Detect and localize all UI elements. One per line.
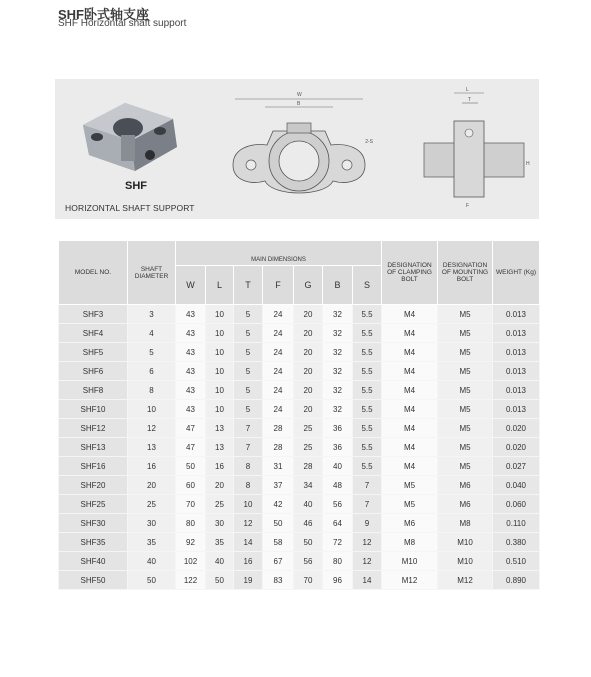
table-cell: 70 — [294, 571, 323, 590]
table-cell: 8 — [128, 381, 176, 400]
table-cell: 20 — [294, 305, 323, 324]
table-cell: 24 — [263, 305, 294, 324]
table-cell: 16 — [128, 457, 176, 476]
dim-label-s: 2-S — [365, 139, 373, 145]
col-main-dimensions: MAIN DIMENSIONS — [176, 241, 382, 266]
table-cell: 32 — [323, 343, 353, 362]
table-cell: 80 — [323, 552, 353, 571]
table-cell: 50 — [176, 457, 206, 476]
table-cell: 25 — [206, 495, 234, 514]
table-cell: 5.5 — [353, 343, 382, 362]
table-cell: 43 — [176, 381, 206, 400]
table-cell: 0.013 — [493, 305, 540, 324]
table-cell: 47 — [176, 438, 206, 457]
table-cell: 36 — [323, 438, 353, 457]
table-cell: 40 — [128, 552, 176, 571]
table-cell: M10 — [438, 533, 493, 552]
table-cell: 10 — [234, 495, 263, 514]
col-dim-b: B — [323, 266, 353, 305]
table-cell: 122 — [176, 571, 206, 590]
table-cell: 5.5 — [353, 305, 382, 324]
table-cell: M6 — [438, 476, 493, 495]
table-cell: M5 — [382, 476, 438, 495]
table-cell: 20 — [294, 362, 323, 381]
table-cell: 70 — [176, 495, 206, 514]
table-row — [59, 514, 540, 533]
table-cell: 36 — [323, 419, 353, 438]
table-cell: 50 — [206, 571, 234, 590]
table-cell: 5 — [234, 343, 263, 362]
table-cell: 31 — [263, 457, 294, 476]
col-clamping-bolt: DESIGNATION OF CLAMPING BOLT — [382, 241, 438, 305]
table-cell: 28 — [263, 438, 294, 457]
table-cell: 0.013 — [493, 381, 540, 400]
table-cell: 20 — [294, 400, 323, 419]
table-cell: M4 — [382, 438, 438, 457]
front-view-drawing — [225, 81, 373, 213]
table-cell: 50 — [128, 571, 176, 590]
model-cell: SHF8 — [59, 381, 128, 400]
table-cell: M5 — [438, 324, 493, 343]
table-cell: M4 — [382, 343, 438, 362]
table-cell: 92 — [176, 533, 206, 552]
table-cell: M10 — [438, 552, 493, 571]
table-cell: M5 — [438, 457, 493, 476]
dim-label-b: B — [297, 101, 301, 107]
model-cell: SHF16 — [59, 457, 128, 476]
product-photo — [65, 85, 185, 215]
table-row — [59, 438, 540, 457]
table-cell: 5.5 — [353, 324, 382, 343]
table-cell: 4 — [128, 324, 176, 343]
table-cell: 5.5 — [353, 362, 382, 381]
table-cell: 34 — [294, 476, 323, 495]
model-cell: SHF3 — [59, 305, 128, 324]
table-cell: M5 — [438, 381, 493, 400]
col-dim-w: W — [176, 266, 206, 305]
table-cell: 24 — [263, 381, 294, 400]
table-cell: 5.5 — [353, 438, 382, 457]
table-cell: 43 — [176, 343, 206, 362]
table-cell: 24 — [263, 343, 294, 362]
table-cell: 20 — [206, 476, 234, 495]
table-cell: M5 — [438, 419, 493, 438]
table-cell: 12 — [128, 419, 176, 438]
col-mounting-bolt: DESIGNATION OF MOUNTING BOLT — [438, 241, 493, 305]
table-cell: 48 — [323, 476, 353, 495]
table-cell: 40 — [206, 552, 234, 571]
table-row — [59, 305, 540, 324]
table-cell: 7 — [353, 476, 382, 495]
table-cell: M4 — [382, 457, 438, 476]
dim-label-f: F — [466, 203, 470, 209]
model-cell: SHF25 — [59, 495, 128, 514]
photo-caption: HORIZONTAL SHAFT SUPPORT — [65, 203, 195, 213]
table-cell: 80 — [176, 514, 206, 533]
table-cell: 67 — [263, 552, 294, 571]
table-cell: 8 — [234, 457, 263, 476]
table-cell: 10 — [206, 381, 234, 400]
table-cell: 60 — [176, 476, 206, 495]
model-cell: SHF10 — [59, 400, 128, 419]
table-cell: 35 — [206, 533, 234, 552]
table-cell: 0.510 — [493, 552, 540, 571]
table-cell: 19 — [234, 571, 263, 590]
table-cell: 5.5 — [353, 400, 382, 419]
table-cell: 5 — [234, 381, 263, 400]
dim-label-h: H — [526, 161, 530, 167]
table-cell: 5.5 — [353, 381, 382, 400]
table-cell: M10 — [382, 552, 438, 571]
table-cell: 43 — [176, 324, 206, 343]
table-cell: 13 — [128, 438, 176, 457]
spec-table — [58, 240, 540, 590]
table-cell: 5 — [128, 343, 176, 362]
table-cell: 0.013 — [493, 343, 540, 362]
table-cell: 50 — [263, 514, 294, 533]
table-cell: 16 — [234, 552, 263, 571]
table-cell: M8 — [382, 533, 438, 552]
table-cell: 0.380 — [493, 533, 540, 552]
side-view-drawing — [420, 81, 530, 213]
dim-label-w: W — [297, 92, 302, 98]
table-cell: 5 — [234, 324, 263, 343]
model-cell: SHF6 — [59, 362, 128, 381]
table-cell: 47 — [176, 419, 206, 438]
table-cell: 0.013 — [493, 400, 540, 419]
table-cell: 64 — [323, 514, 353, 533]
table-cell: M5 — [438, 305, 493, 324]
table-cell: 0.110 — [493, 514, 540, 533]
table-row — [59, 571, 540, 590]
table-cell: 24 — [263, 362, 294, 381]
table-cell: 72 — [323, 533, 353, 552]
table-cell: 56 — [323, 495, 353, 514]
table-cell: M5 — [438, 438, 493, 457]
table-cell: 5 — [234, 362, 263, 381]
model-cell: SHF12 — [59, 419, 128, 438]
table-cell: 25 — [294, 419, 323, 438]
table-cell: 14 — [353, 571, 382, 590]
col-model: MODEL NO. — [59, 241, 128, 305]
table-row — [59, 381, 540, 400]
table-cell: 0.027 — [493, 457, 540, 476]
table-cell: 13 — [206, 419, 234, 438]
model-cell: SHF20 — [59, 476, 128, 495]
page-title: SHF卧式轴支座 — [58, 7, 150, 22]
table-cell: 40 — [294, 495, 323, 514]
model-cell: SHF35 — [59, 533, 128, 552]
table-row — [59, 552, 540, 571]
table-cell: M4 — [382, 400, 438, 419]
col-shaft-diameter: SHAFT DIAMETER — [128, 241, 176, 305]
table-row — [59, 495, 540, 514]
table-cell: 32 — [323, 381, 353, 400]
table-row — [59, 362, 540, 381]
model-cell: SHF4 — [59, 324, 128, 343]
table-cell: M6 — [438, 495, 493, 514]
table-cell: 43 — [176, 362, 206, 381]
col-dim-s: S — [353, 266, 382, 305]
table-cell: 83 — [263, 571, 294, 590]
table-cell: 30 — [128, 514, 176, 533]
table-cell: 24 — [263, 324, 294, 343]
table-cell: M4 — [382, 305, 438, 324]
table-cell: 10 — [206, 400, 234, 419]
table-cell: 56 — [294, 552, 323, 571]
table-cell: M4 — [382, 381, 438, 400]
table-cell: 24 — [263, 400, 294, 419]
table-cell: 7 — [234, 419, 263, 438]
table-cell: 102 — [176, 552, 206, 571]
model-cell: SHF13 — [59, 438, 128, 457]
table-cell: 20 — [294, 343, 323, 362]
table-cell: 43 — [176, 305, 206, 324]
table-cell: 28 — [263, 419, 294, 438]
table-cell: 32 — [323, 362, 353, 381]
table-cell: 7 — [234, 438, 263, 457]
table-cell: M5 — [438, 400, 493, 419]
table-cell: 10 — [206, 305, 234, 324]
table-cell: 0.020 — [493, 419, 540, 438]
table-row — [59, 324, 540, 343]
table-cell: 32 — [323, 400, 353, 419]
table-cell: 40 — [323, 457, 353, 476]
table-cell: 28 — [294, 457, 323, 476]
table-cell: 0.890 — [493, 571, 540, 590]
table-row — [59, 343, 540, 362]
page-subtitle: SHF Horizontal shaft support — [58, 18, 187, 29]
model-cell: SHF5 — [59, 343, 128, 362]
model-cell: SHF40 — [59, 552, 128, 571]
table-cell: 8 — [234, 476, 263, 495]
table-cell: 25 — [128, 495, 176, 514]
table-cell: 42 — [263, 495, 294, 514]
col-weight: WEIGHT (Kg) — [493, 241, 540, 305]
table-row — [59, 533, 540, 552]
table-cell: 5 — [234, 305, 263, 324]
col-dim-t: T — [234, 266, 263, 305]
table-cell: 7 — [353, 495, 382, 514]
table-cell: 5.5 — [353, 419, 382, 438]
table-cell: 30 — [206, 514, 234, 533]
table-cell: 10 — [128, 400, 176, 419]
table-cell: 12 — [234, 514, 263, 533]
table-cell: 46 — [294, 514, 323, 533]
table-cell: 0.020 — [493, 438, 540, 457]
table-cell: 10 — [206, 343, 234, 362]
photo-model-label: SHF — [125, 180, 147, 192]
table-cell: 5 — [234, 400, 263, 419]
product-banner — [55, 79, 539, 219]
table-cell: 35 — [128, 533, 176, 552]
col-dim-f: F — [263, 266, 294, 305]
table-cell: 0.013 — [493, 324, 540, 343]
table-cell: 3 — [128, 305, 176, 324]
table-cell: M12 — [438, 571, 493, 590]
table-cell: M5 — [438, 362, 493, 381]
table-cell: 6 — [128, 362, 176, 381]
table-cell: 10 — [206, 362, 234, 381]
table-cell: 12 — [353, 533, 382, 552]
table-cell: 43 — [176, 400, 206, 419]
col-dim-g: G — [294, 266, 323, 305]
table-cell: 25 — [294, 438, 323, 457]
table-cell: M6 — [382, 514, 438, 533]
dim-label-t: T — [468, 97, 472, 103]
table-cell: 37 — [263, 476, 294, 495]
table-cell: M5 — [438, 343, 493, 362]
table-cell: 32 — [323, 324, 353, 343]
table-cell: M12 — [382, 571, 438, 590]
table-cell: 96 — [323, 571, 353, 590]
model-cell: SHF50 — [59, 571, 128, 590]
table-cell: 9 — [353, 514, 382, 533]
table-cell: 0.060 — [493, 495, 540, 514]
table-cell: 12 — [353, 552, 382, 571]
table-row — [59, 419, 540, 438]
table-cell: M4 — [382, 419, 438, 438]
table-cell: 20 — [294, 324, 323, 343]
table-cell: 13 — [206, 438, 234, 457]
table-cell: M8 — [438, 514, 493, 533]
table-cell: 14 — [234, 533, 263, 552]
table-cell: M4 — [382, 362, 438, 381]
col-dim-l: L — [206, 266, 234, 305]
table-cell: 20 — [294, 381, 323, 400]
table-row — [59, 476, 540, 495]
table-cell: 32 — [323, 305, 353, 324]
table-cell: 20 — [128, 476, 176, 495]
table-cell: 16 — [206, 457, 234, 476]
table-cell: 50 — [294, 533, 323, 552]
table-cell: 10 — [206, 324, 234, 343]
table-row — [59, 400, 540, 419]
table-cell: 5.5 — [353, 457, 382, 476]
table-cell: 58 — [263, 533, 294, 552]
table-cell: 0.013 — [493, 362, 540, 381]
dim-label-l: L — [466, 87, 469, 93]
table-cell: M4 — [382, 324, 438, 343]
table-row — [59, 457, 540, 476]
table-cell: 0.040 — [493, 476, 540, 495]
model-cell: SHF30 — [59, 514, 128, 533]
table-cell: M5 — [382, 495, 438, 514]
